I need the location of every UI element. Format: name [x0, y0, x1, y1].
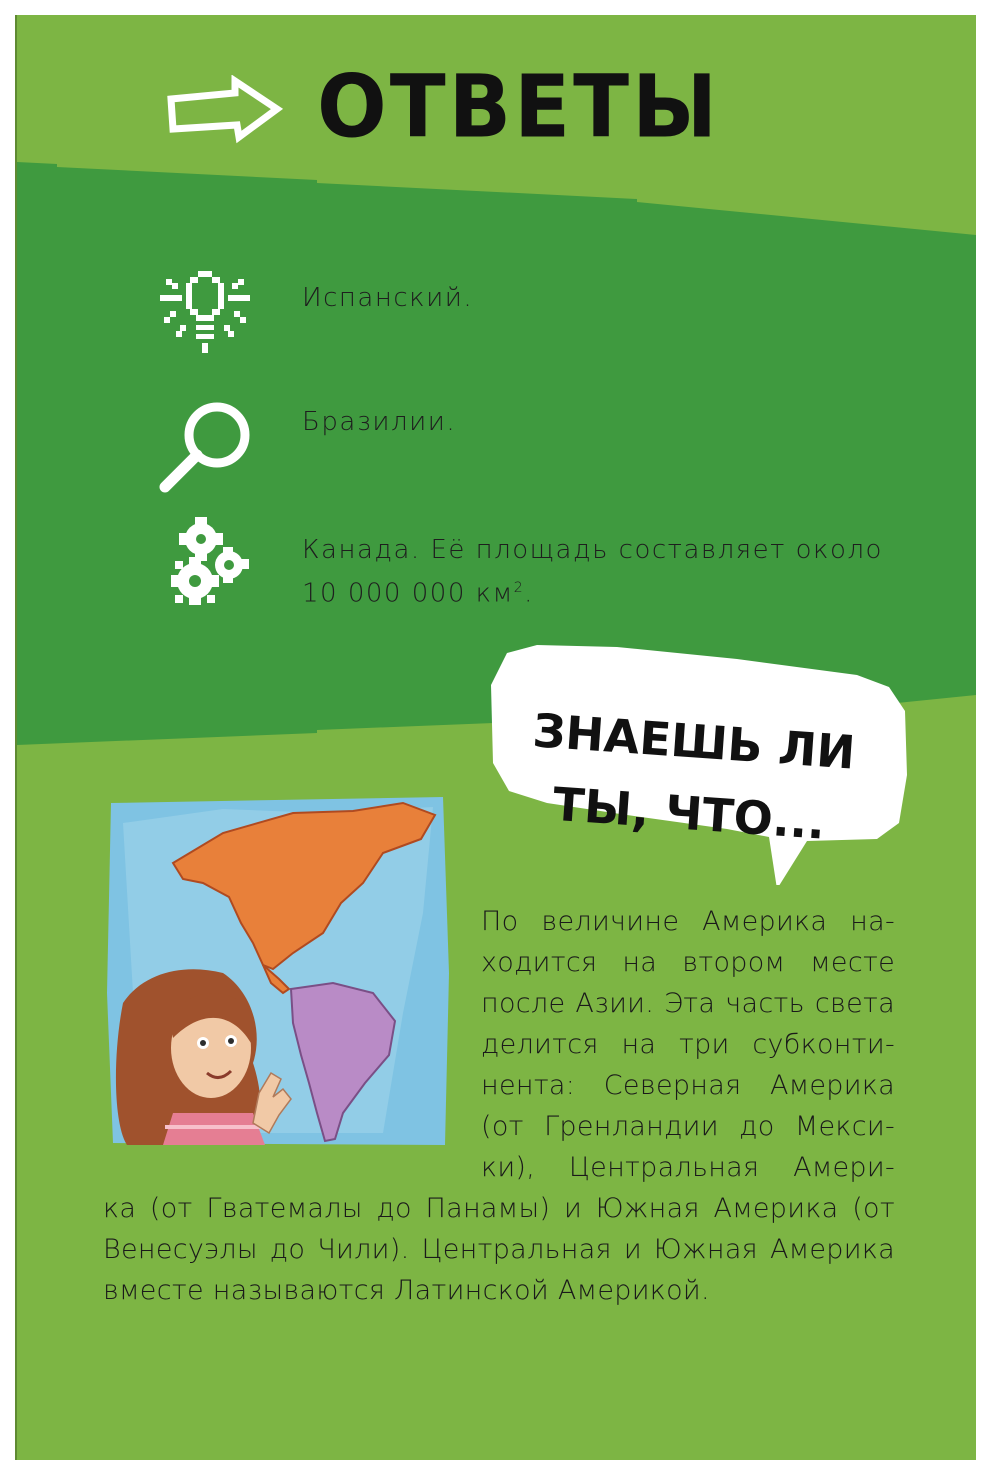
gears-icon [157, 515, 257, 615]
fact-line-6: (от Гренландии до Мекси- [481, 1111, 895, 1142]
did-you-know-line-1: ЗНАЕШЬ ЛИ [531, 703, 857, 780]
magnifier-icon [157, 397, 257, 497]
fact-line-10: вместе называются Латинской Америкой. [103, 1275, 710, 1306]
fact-line-5: нента: Северная Америка [481, 1070, 895, 1101]
answer-1-text: Испанский. [302, 283, 474, 313]
fact-line-2: ходится на втором месте [481, 947, 895, 978]
did-you-know-line-2: ТЫ, ЧТО... [551, 776, 827, 850]
did-you-know-heading [507, 693, 876, 862]
answer-3-text [302, 531, 883, 613]
answers-page [15, 15, 976, 1460]
answer-3-line-1: Канада. Её площадь составляет около [302, 535, 883, 565]
fact-line-7: ки), Центральная Амери- [481, 1152, 895, 1183]
page-title: ОТВЕТЫ [317, 57, 721, 158]
answer-2-text: Бразилии. [302, 407, 457, 437]
fact-line-9: Венесуэлы до Чили). Центральная и Южная Америка [103, 1234, 895, 1265]
fact-line-3: после Азии. Эта часть света [481, 988, 895, 1019]
superscript-2: 2 [513, 580, 525, 596]
fact-line-8: ка (от Гватемалы до Панамы) и Южная Америка (от [103, 1193, 895, 1224]
outline-arrow-right-icon [165, 75, 285, 145]
answer-3-line-2: 10 000 000 $км^2$. [302, 578, 534, 609]
americas-map-girl-illustration [103, 793, 453, 1153]
fact-line-1: По величине Америка на- [481, 906, 895, 937]
lightbulb-icon [152, 267, 258, 359]
fact-line-4: делится на три субконти- [481, 1029, 895, 1060]
